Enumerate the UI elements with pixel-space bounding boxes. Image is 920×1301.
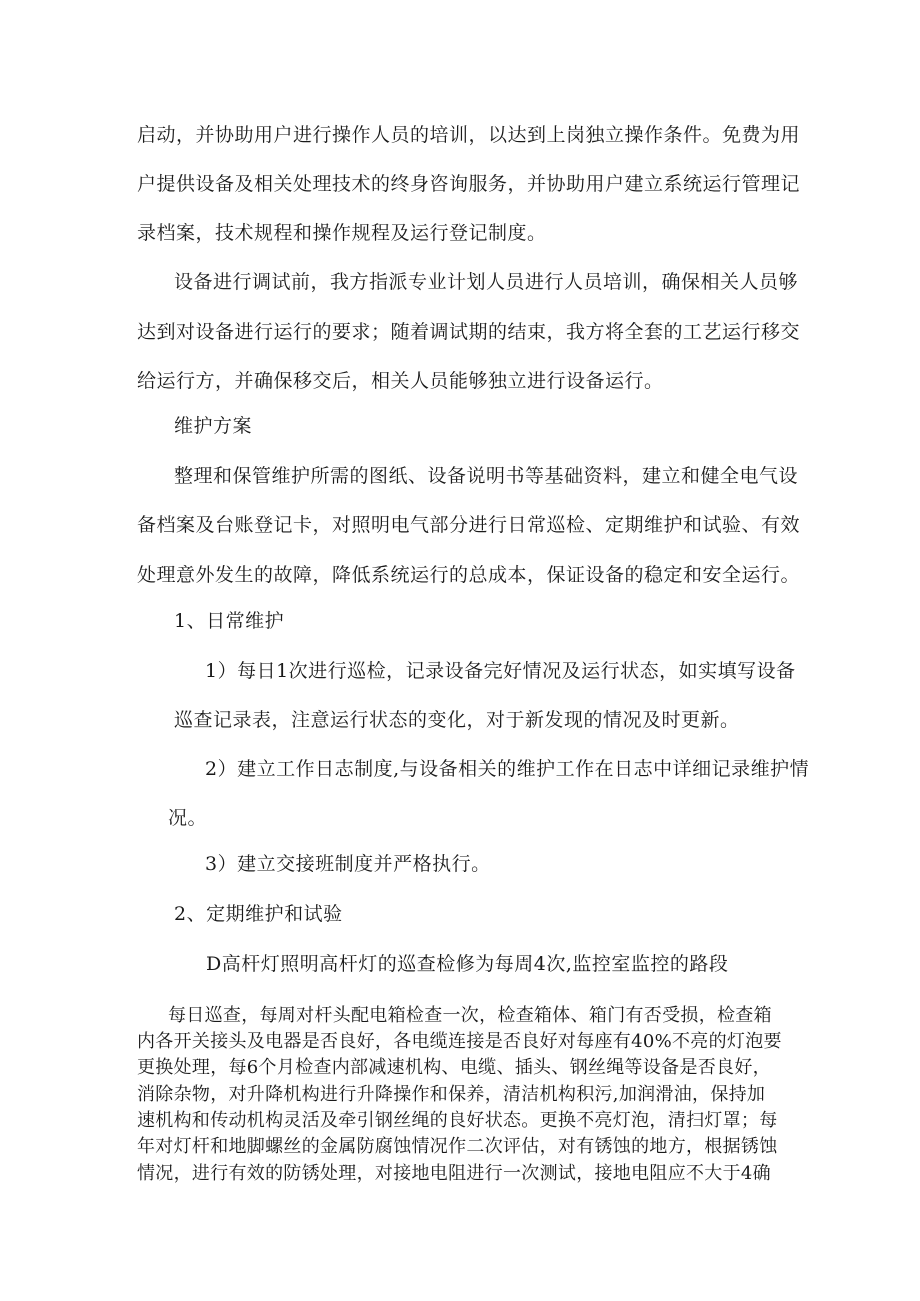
paragraph-line: 达到对设备进行运行的要求；随着调试期的结束，我方将全套的工艺运行移交	[137, 321, 801, 343]
paragraph-line: 设备进行调试前，我方指派专业计划人员进行人员培训，确保相关人员够	[174, 271, 799, 293]
list-item: 1）每日1次进行巡检，记录设备完好情况及运行状态，如实填写设备	[205, 660, 796, 682]
paragraph-line: 年对灯杆和地脚螺丝的金属防腐蚀情况作二次评估，对有锈蚀的地方，根据锈蚀	[137, 1136, 778, 1157]
paragraph-line: 整理和保管维护所需的图纸、设备说明书等基础资料，建立和健全电气设	[174, 465, 799, 487]
subsection-heading: 2、定期维护和试验	[174, 903, 343, 925]
paragraph-line: 给运行方，并确保移交后，相关人员能够独立进行设备运行。	[137, 370, 664, 392]
paragraph-line: 消除杂物，对升降机构进行升降操作和保养，清洁机构积污,加润滑油，保持加	[137, 1084, 766, 1105]
paragraph-line: D高杆灯照明高杆灯的巡查检修为每周4次,监控室监控的路段	[206, 953, 729, 975]
paragraph-line: 启动，并协助用户进行操作人员的培训，以达到上岗独立操作条件。免费为用	[137, 124, 801, 146]
list-item: 2）建立工作日志制度,与设备相关的维护工作在日志中详细记录维护情	[205, 758, 810, 780]
paragraph-line: 备档案及台账登记卡，对照明电气部分进行日常巡检、定期维护和试验、有效	[137, 514, 801, 536]
section-heading: 维护方案	[174, 415, 253, 437]
paragraph-line: 内各开关接头及电器是否良好，各电缆连接是否良好对每座有40%不亮的灯泡要	[137, 1031, 782, 1052]
paragraph-line: 巡查记录表，注意运行状态的变化，对于新发现的情况及时更新。	[174, 709, 740, 731]
subsection-heading: 1、日常维护	[174, 610, 285, 632]
paragraph-line: 况。	[168, 807, 208, 829]
paragraph-line: 每日巡查，每周对杆头配电箱检查一次，检查箱体、箱门有否受损，检查箱	[168, 1005, 772, 1026]
paragraph-line: 速机构和传动机构灵活及牵引钢丝绳的良好状态。更换不亮灯泡，清扫灯罩；每	[137, 1110, 778, 1131]
paragraph-line: 处理意外发生的故障，降低系统运行的总成本，保证设备的稳定和安全运行。	[137, 564, 801, 586]
paragraph-line: 录档案，技术规程和操作规程及运行登记制度。	[137, 222, 547, 244]
paragraph-line: 更换处理，每6个月检查内部减速机构、电缆、插头、钢丝绳等设备是否良好，	[137, 1057, 771, 1078]
list-item: 3）建立交接班制度并严格执行。	[205, 853, 491, 875]
paragraph-line: 情况，进行有效的防锈处理，对接地电阻进行一次测试，接地电阻应不大于4确	[137, 1163, 771, 1184]
paragraph-line: 户提供设备及相关处理技术的终身咨询服务，并协助用户建立系统运行管理记	[137, 173, 801, 195]
